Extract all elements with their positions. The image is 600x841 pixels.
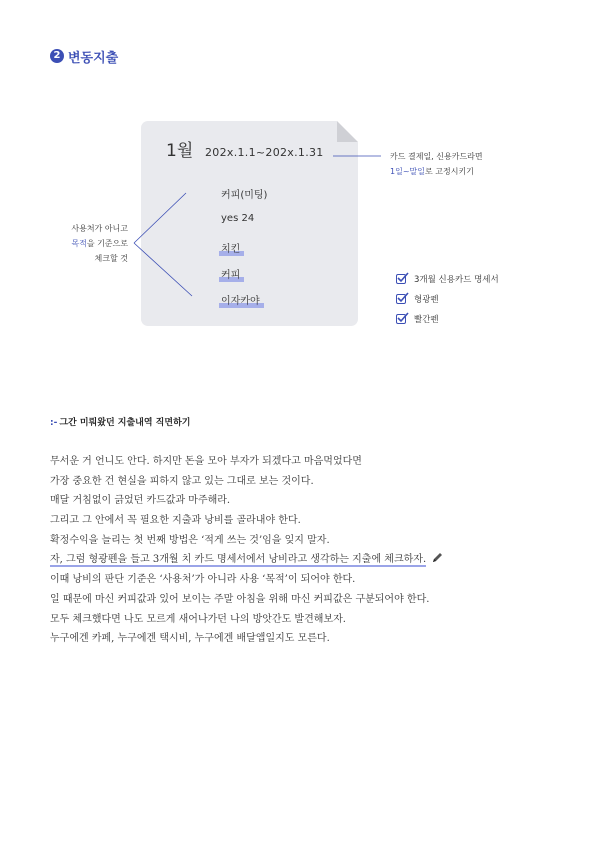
card-item-highlighted (221, 266, 240, 281)
right-annotation-line: 카드 결제일, 신용카드라면 (390, 152, 483, 161)
card-item-label: 커피(미팅) (221, 190, 268, 201)
subheading-mark: :- (50, 418, 58, 428)
paragraph-line: 가장 중요한 건 현실을 피하지 않고 있는 그대로 보는 것이다. (50, 475, 314, 487)
page-fold-icon (337, 121, 358, 142)
right-annotation-line: 1일~말일로 고정시키기 (390, 167, 474, 176)
checkbox-checked-icon (396, 294, 406, 304)
paragraph-line: 이때 낭비의 판단 기준은 ‘사용처’가 아니라 사용 ‘목적’이 되어야 한다. (50, 574, 356, 586)
section-number-badge: 2 (50, 49, 64, 63)
accent-word: 목적 (71, 239, 87, 248)
right-annotation (390, 149, 483, 179)
paragraph-line: 무서운 거 언니도 안다. 하지만 돈을 모아 부자가 되겠다고 마음먹었다면 (50, 456, 362, 467)
card-item-highlighted (221, 240, 240, 255)
checklist-label: 형광펜 (414, 295, 439, 305)
checklist-item (396, 289, 499, 309)
checkbox-checked-icon (396, 274, 406, 284)
left-annotation-line: 체크할 것 (94, 254, 128, 263)
card-date-range: 202x.1.1~202x.1.31 (205, 146, 324, 159)
highlighted-sentence: 자, 그럼 형광펜을 들고 3개월 치 카드 명세서에서 낭비라고 생각하는 지출에 체크하자. (50, 550, 426, 570)
left-annotation (50, 221, 128, 266)
accent-word: 1일~말일 (390, 167, 425, 176)
body-paragraph (50, 452, 550, 649)
card-item-label: 커피 (221, 270, 241, 281)
paragraph-line: 일 때문에 마신 커피값과 있어 보이는 주말 아침을 위해 마신 커피값은 구분되어야 한다. (50, 593, 430, 605)
card-month: 1월 (166, 141, 194, 161)
card-item-label: 치킨 (221, 244, 241, 255)
subheading-text: 그간 미뤄왔던 지출내역 직면하기 (59, 418, 191, 428)
card-item-label: 이자카야 (221, 296, 260, 307)
paragraph-line: 누구에겐 카페, 누구에겐 택시비, 누구에겐 배달앱일지도 모른다. (50, 633, 330, 645)
checklist-label: 빨간펜 (414, 315, 439, 325)
paragraph-line-highlighted (50, 550, 550, 570)
section-title: 변동지출 (68, 51, 119, 66)
checklist-item (396, 269, 499, 289)
left-annotation-line: 사용처가 아니고 (71, 224, 128, 233)
checkbox-checked-icon (396, 314, 406, 324)
left-annotation-line: 목적을 기준으로 (71, 239, 128, 248)
paragraph-line: 매달 거침없이 긁었던 카드값과 마주해라. (50, 495, 231, 507)
card-item-label: yes 24 (221, 213, 255, 224)
card-item (221, 186, 267, 201)
subheading (50, 415, 190, 428)
paragraph-line: 모두 체크했다면 나도 모르게 새어나가던 나의 방앗간도 발견해보자. (50, 613, 346, 625)
paragraph-line: 그리고 그 안에서 꼭 필요한 지출과 낭비를 골라내야 한다. (50, 515, 301, 527)
paragraph-line: 확정수익을 늘리는 첫 번째 방법은 ‘적게 쓰는 것’임을 잊지 말자. (50, 534, 330, 546)
card-item-highlighted (221, 292, 260, 307)
card-item (221, 213, 254, 224)
checklist-item (396, 309, 499, 329)
checklist (396, 269, 499, 329)
checklist-label: 3개월 신용카드 명세서 (414, 275, 499, 285)
pen-icon (432, 552, 443, 563)
